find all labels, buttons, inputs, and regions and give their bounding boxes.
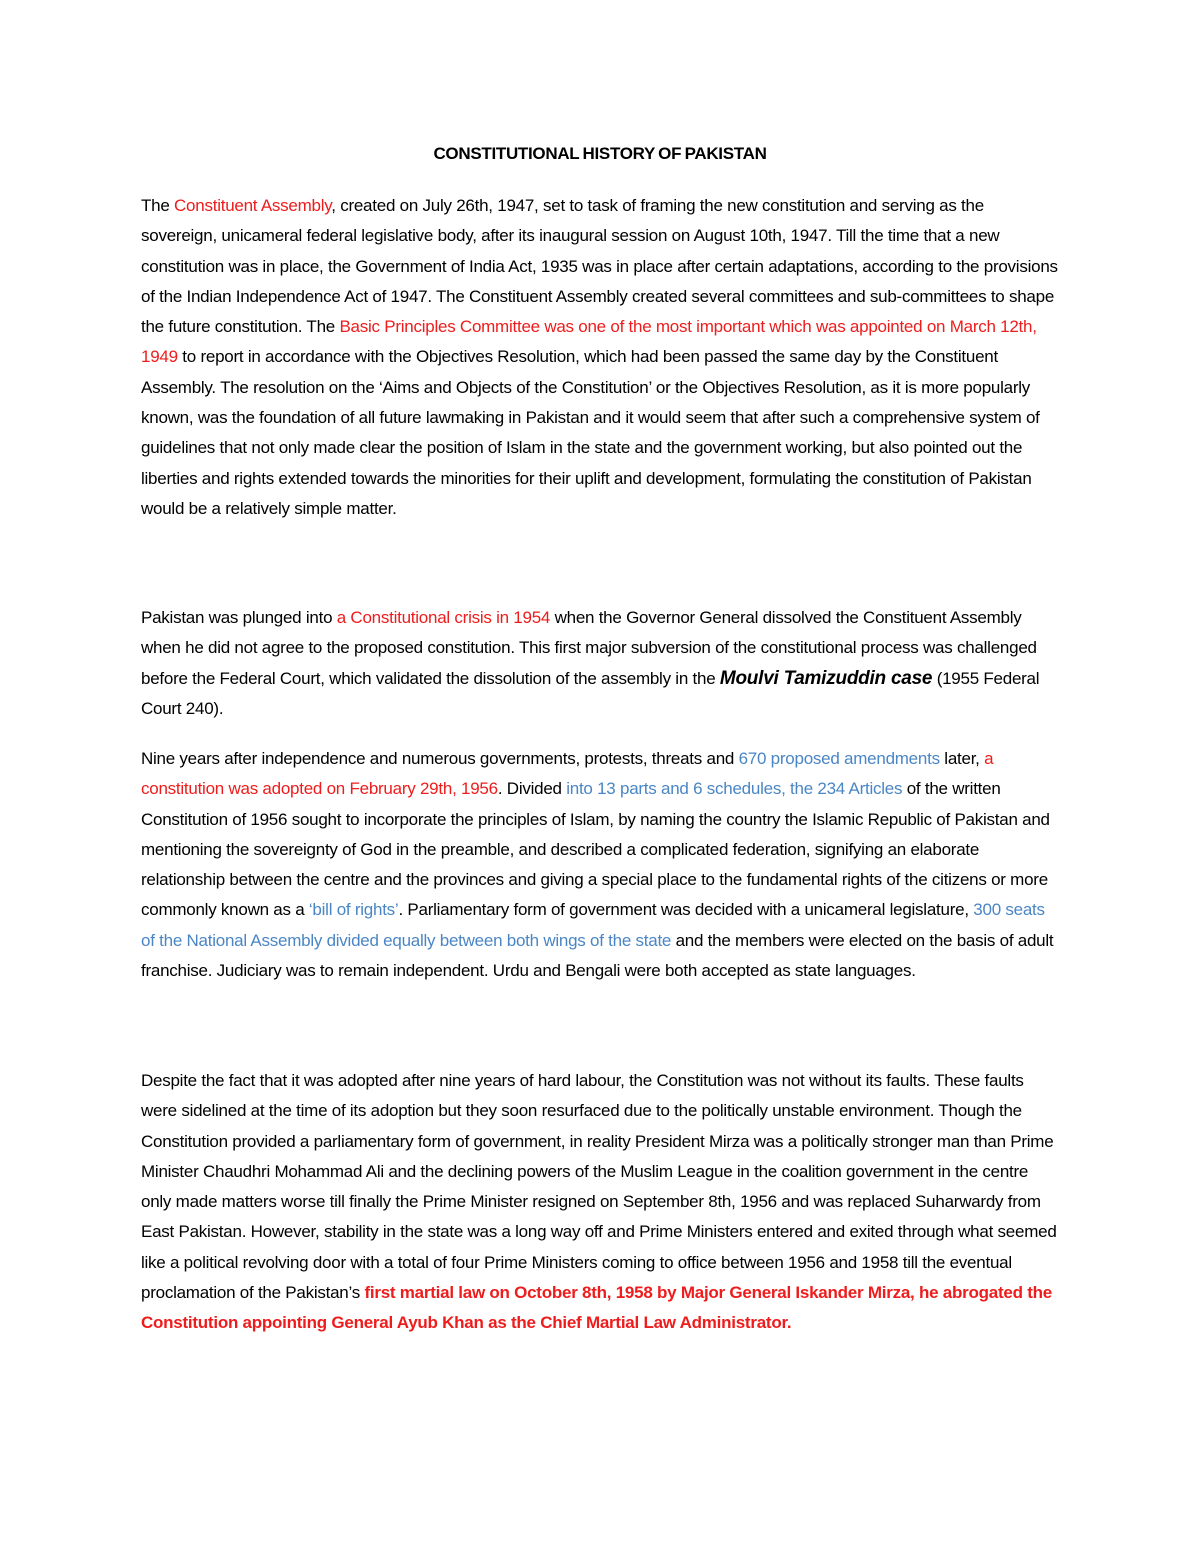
paragraph-constitution-faults [141,1066,1059,1339]
highlight-red: a Constitutional crisis in 1954 [336,608,551,627]
text-run: when the Governor General dissolved the Constituent Assembly when he did not agree to the proposed constitution. This first major subversion of the constitutional process was challenged before the Federal Court, which validated the dissolution of the assembly in the [141,608,1037,688]
text-run: , created on July 26th, 1947, set to task of framing the new constitution and serving as the sovereign, unicameral federal legislative body, after its inaugural session on August 10th, 1947. Till the time that a new constitution was in place, the Government of India Act, 1935 was in place after certain adaptations, according to the provisions of the Indian Independence Act of 1947. The Constituent Assembly created several committees and sub-committees to shape the future constitution. The [141,196,1058,337]
text-run: . Divided [497,779,567,799]
text-run: . Parliamentary form of government was decided with a unicameral legislature, [398,900,974,920]
highlight-red: a constitution was adopted on February 29th, 1956 [141,749,994,799]
text-run: Despite the fact that it was adopted after nine years of hard labour, the Constitution was not without its faults. These faults were sidelined at the time of its adoption but they soon resurfaced due to the politically unstable environment. Though the Constitution provided a parliamentary form of government, in reality President Mirza was a politically stronger man than Prime Minister Chaudhri Mohammad Ali and the declining powers of the Muslim League in the coalition government in the centre only made matters worse till finally the Prime Minister resigned on September 8th, 1956 and was replaced Suharwardy from East Pakistan. However, stability in the state was a long way off and Prime Ministers entered and exited through what seemed like a political revolving door with a total of four Prime Ministers coming to office between 1956 and 1958 till the eventual proclamation of the Pakistan’s [141,1071,1057,1303]
highlight-blue: into 13 parts and 6 schedules, the 234 Articles [566,779,903,799]
highlight-red-bold: first martial law on October 8th, 1958 by Major General Iskander Mirza, he abrogated the Constitution appointing General Ayub Khan as the Chief Martial Law Administrator. [141,1283,1052,1333]
case-name: Moulvi Tamizuddin case [719,667,933,689]
page-title: CONSTITUTIONAL HISTORY OF PAKISTAN [433,144,767,163]
paragraph-constitution-1956 [141,744,1059,986]
text-run: and the members were elected on the basis of adult franchise. Judiciary was to remain independent. Urdu and Bengali were both accepted as state languages. [141,930,1054,981]
highlight-blue: ‘bill of rights’ [308,900,399,920]
text-run: later, [939,749,985,768]
highlight-red: Constituent Assembly [174,196,332,215]
text-run: Pakistan was plunged into [141,608,337,627]
text-run: to report in accordance with the Objectives Resolution, which had been passed the same day by the Constituent Assembly. The resolution on the ‘Aims and Objects of the Constitution’ or the Objectives Resolution, as it is more popularly known, was the foundation of all future lawmaking in Pakistan and it would seem that after such a comprehensive system of guidelines that not only made clear the position of Islam in the state and the government working, but also pointed out the liberties and rights extended towards the minorities for their uplift and development, formulating the constitution of Pakistan would be a relatively simple matter. [141,347,1040,518]
paragraph-constituent-assembly [141,191,1059,524]
text-run: Nine years after independence and numerous governments, protests, threats and [141,749,739,768]
highlight-blue: 670 proposed amendments [738,749,940,768]
paragraph-constitutional-crisis [141,603,1059,724]
text-run: of the written Constitution of 1956 sought to incorporate the principles of Islam, by naming the country the Islamic Republic of Pakistan and mentioning the sovereignty of God in the preamble, and described a complicated federation, signifying an elaborate relationship between the centre and the provinces and giving a special place to the fundamental rights of the citizens or more commonly known as a [141,779,1050,920]
highlight-blue: 300 seats of the National Assembly divided equally between both wings of the state [141,900,1045,950]
text-run: (1955 Federal Court 240). [141,668,1040,718]
highlight-red: Basic Principles Committee was one of the most important which was appointed on March 12th, 1949 [141,317,1037,367]
text-run: The [141,196,175,215]
